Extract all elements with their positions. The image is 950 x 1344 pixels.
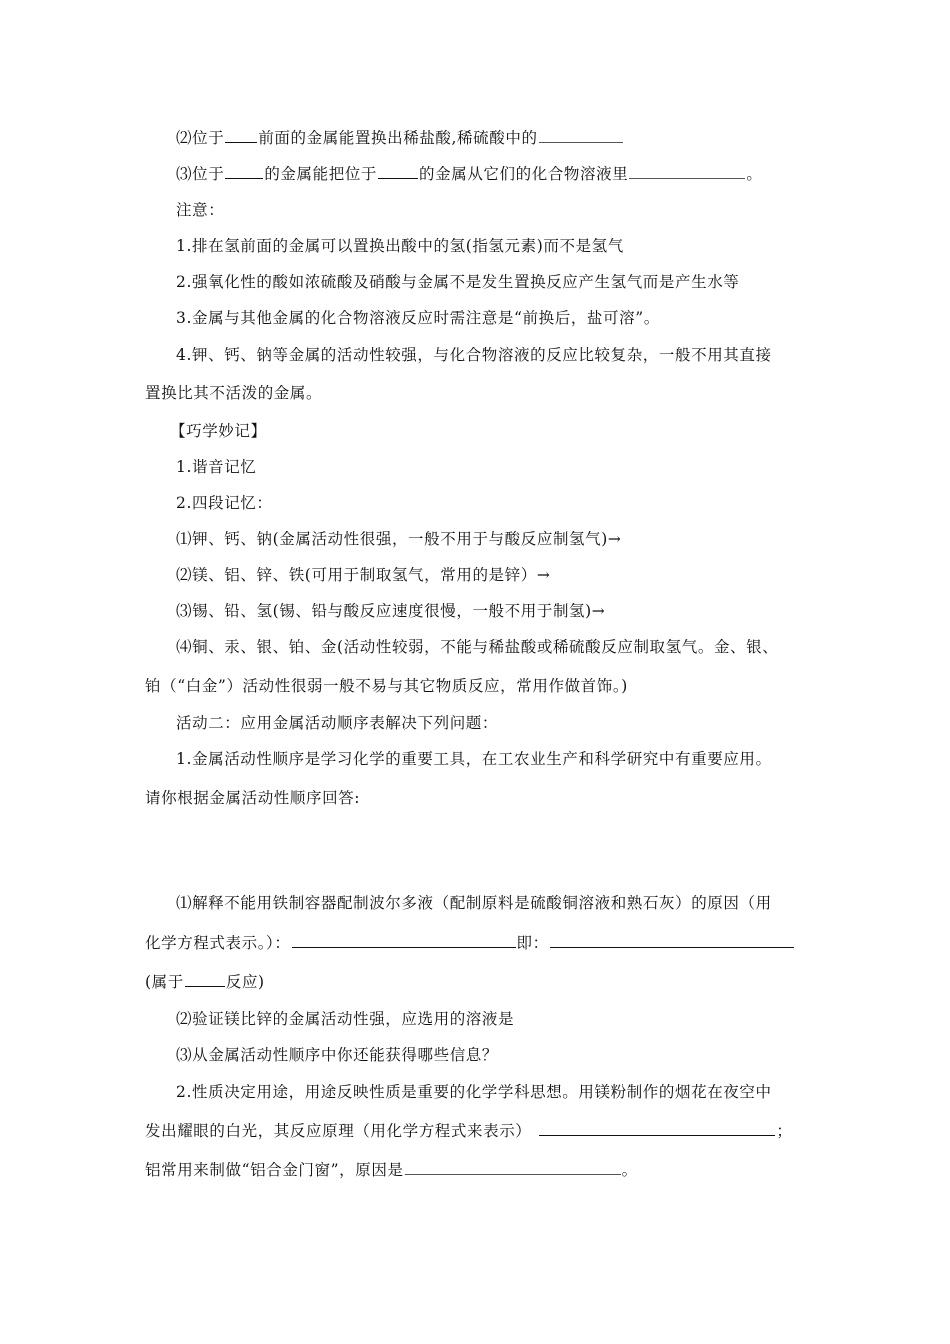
question-1a-text-d: 反应) xyxy=(225,973,265,991)
question-1a-text-a: 化学方程式表示。）： xyxy=(145,934,291,952)
question-1a-line-2 xyxy=(145,933,795,953)
note-4-line-1: 4.钾、钙、钠等金属的活动性较强，与化合物溶液的反应比较复杂，一般不用其直接 xyxy=(176,346,772,364)
memory-step-4-line-2: 铂（“白金”）活动性很弱一般不易与其它物质反应，常用作做首饰。) xyxy=(145,677,628,695)
question-1a-line-1: ⑴解释不能用铁制容器配制波尔多液（配制原料是硫酸铜溶液和熟石灰）的原因（用 xyxy=(176,894,772,912)
equation-blank[interactable] xyxy=(550,933,794,948)
question-1a-text-b: 即： xyxy=(516,934,549,952)
equation-blank[interactable] xyxy=(292,933,516,948)
memory-step-4-line-1: ⑷铜、汞、银、铂、金(活动性较弱，不能与稀盐酸或稀硫酸反应制取氢气。金、银、 xyxy=(176,638,779,656)
notes-heading: 注意： xyxy=(176,201,225,219)
question-1-line-2: 请你根据金属活动性顺序回答: xyxy=(145,789,361,807)
memory-heading: 【巧学妙记】 xyxy=(170,422,267,440)
item-3-text-c: 的金属从它们的化合物溶液里 xyxy=(419,165,629,183)
question-2-text-a: 发出耀眼的白光，其反应原理（用化学方程式来表示） xyxy=(145,1122,532,1140)
note-4-line-2: 置换比其不活泼的金属。 xyxy=(145,384,323,402)
memory-step-2: ⑵镁、铝、锌、铁(可用于制取氢气，常用的是锌）→ xyxy=(176,566,551,584)
item-3-text-b: 的金属能把位于 xyxy=(264,165,378,183)
blank-field[interactable] xyxy=(225,164,263,179)
question-2-text-c: 铝常用来制做“铝合金门窗”，原因是 xyxy=(145,1161,404,1179)
blank-field[interactable] xyxy=(225,128,257,143)
note-1: 1.排在氢前面的金属可以置换出酸中的氢(指氢元素)而不是氢气 xyxy=(176,237,624,255)
reason-blank[interactable] xyxy=(405,1160,621,1175)
memory-step-3: ⑶锡、铅、氢(锡、铅与酸反应速度很慢，一般不用于制氢)→ xyxy=(176,602,606,620)
item-2-text-a: ⑵位于 xyxy=(176,129,225,147)
equation-blank[interactable] xyxy=(539,1121,775,1136)
question-1c: ⑶从金属活动性顺序中你还能获得哪些信息？ xyxy=(176,1046,499,1064)
blank-field[interactable] xyxy=(629,164,745,179)
question-2-text-b: ； xyxy=(776,1122,793,1140)
memory-1: 1.谐音记忆 xyxy=(176,458,257,476)
question-2-text-d: 。 xyxy=(621,1161,638,1179)
blank-field[interactable] xyxy=(378,164,418,179)
question-2-line-2 xyxy=(145,1121,793,1141)
question-1-line-1: 1.金属活动性顺序是学习化学的重要工具，在工农业生产和科学研究中有重要应用。 xyxy=(176,750,772,768)
question-1b: ⑵验证镁比锌的金属活动性强，应选用的溶液是 xyxy=(176,1010,515,1028)
memory-2: 2.四段记忆： xyxy=(176,494,273,512)
memory-step-1: ⑴钾、钙、钠(金属活动性很强，一般不用于与酸反应制氢气)→ xyxy=(176,530,622,548)
item-2-line xyxy=(176,128,624,148)
note-2: 2.强氧化性的酸如浓硫酸及硝酸与金属不是发生置换反应产生氢气而是产生水等 xyxy=(176,273,740,291)
activity-2-heading: 活动二：应用金属活动顺序表解决下列问题： xyxy=(176,714,499,732)
question-1a-text-c: (属于 xyxy=(145,973,184,991)
reaction-type-blank[interactable] xyxy=(185,972,225,987)
question-2-line-1: 2.性质决定用途，用途反映性质是重要的化学学科思想。用镁粉制作的烟花在夜空中 xyxy=(176,1083,772,1101)
blank-field[interactable] xyxy=(539,128,623,143)
item-3-end: 。 xyxy=(746,165,763,183)
note-3: 3.金属与其他金属的化合物溶液反应时需注意是“前换后，盐可溶”。 xyxy=(176,309,660,327)
question-1a-line-3 xyxy=(145,972,265,992)
item-2-text-b: 前面的金属能置换出稀盐酸,稀硫酸中的 xyxy=(258,129,538,147)
item-3-line xyxy=(176,164,762,184)
question-2-line-3 xyxy=(145,1160,638,1180)
item-3-text-a: ⑶位于 xyxy=(176,165,225,183)
